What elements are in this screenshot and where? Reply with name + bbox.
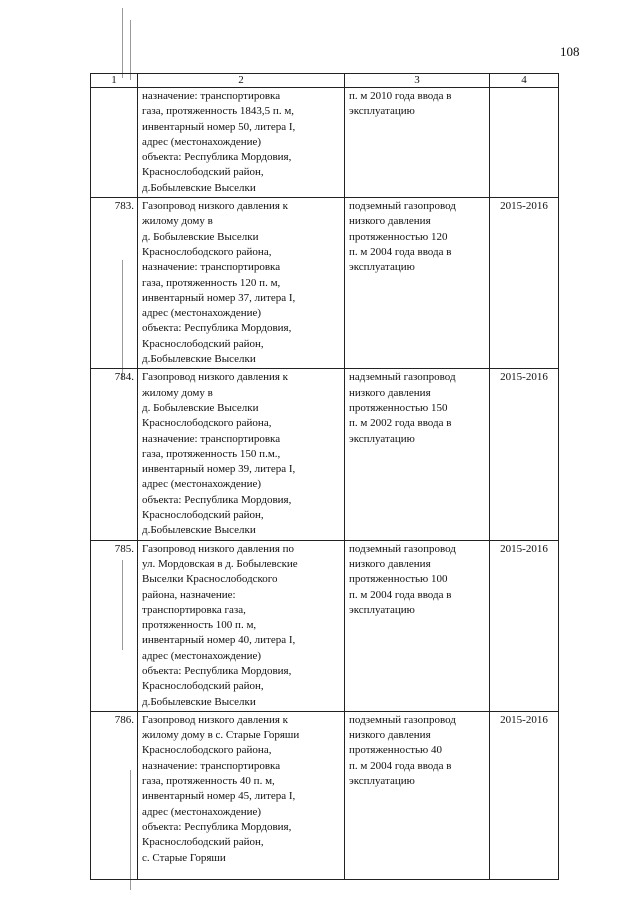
- object-line: д. Бобылевские Выселки: [142, 230, 259, 243]
- object-line: инвентарный номер 50, литера I,: [142, 120, 296, 133]
- table-row: [91, 88, 559, 198]
- object-description-cell: [138, 711, 345, 879]
- pipeline-description-cell: [345, 711, 490, 879]
- row-number: 786.: [91, 711, 138, 879]
- pipeline-description-cell: [345, 88, 490, 198]
- object-line: Краснослободский район,: [142, 166, 264, 179]
- table-row: [91, 369, 559, 540]
- row-number: 784.: [91, 369, 138, 540]
- pipeline-description-cell: [345, 369, 490, 540]
- object-line: с. Старые Горяши: [142, 851, 226, 864]
- object-line: д.Бобылевские Выселки: [142, 353, 256, 366]
- description-line: протяженностью 40: [349, 744, 443, 757]
- document-table: [90, 73, 559, 880]
- object-line: Краснослободский район,: [142, 509, 264, 522]
- description-line: низкого давления: [349, 386, 431, 399]
- description-line: подземный газопровод: [349, 542, 456, 555]
- object-line: ул. Мордовская в д. Бобылевские: [142, 557, 298, 570]
- description-line: эксплуатацию: [349, 603, 415, 616]
- object-line: инвентарный номер 45, литера I,: [142, 790, 296, 803]
- row-number: 785.: [91, 540, 138, 711]
- object-line: адрес (местонахождение): [142, 135, 262, 148]
- column-header: 3: [345, 74, 490, 88]
- object-line: объекта: Республика Мордовия,: [142, 493, 292, 506]
- pipeline-description-cell: [345, 540, 490, 711]
- description-line: п. м 2004 года ввода в: [349, 245, 452, 258]
- description-line: п. м 2004 года ввода в: [349, 588, 452, 601]
- object-line: района, назначение:: [142, 588, 236, 601]
- table-row: [91, 198, 559, 369]
- object-line: д.Бобылевские Выселки: [142, 181, 256, 194]
- description-line: низкого давления: [349, 729, 431, 742]
- object-description-cell: [138, 540, 345, 711]
- description-line: низкого давления: [349, 557, 431, 570]
- object-line: газа, протяженность 150 п.м.,: [142, 447, 281, 460]
- object-line: адрес (местонахождение): [142, 478, 262, 491]
- object-line: Краснослободский район,: [142, 836, 264, 849]
- period-cell: [490, 88, 559, 198]
- period-cell: 2015-2016: [490, 711, 559, 879]
- object-line: Выселки Краснослободского: [142, 573, 278, 586]
- description-line: эксплуатацию: [349, 261, 415, 274]
- object-line: Краснослободского района,: [142, 245, 272, 258]
- description-line: подземный газопровод: [349, 713, 456, 726]
- object-line: адрес (местонахождение): [142, 805, 262, 818]
- object-line: объекта: Республика Мордовия,: [142, 664, 292, 677]
- object-line: газа, протяженность 40 п. м,: [142, 775, 275, 788]
- description-line: п. м 2002 года ввода в: [349, 417, 452, 430]
- object-line: жилому дому в: [142, 386, 213, 399]
- description-line: эксплуатацию: [349, 432, 415, 445]
- object-line: газа, протяженность 120 п. м,: [142, 276, 281, 289]
- object-line: адрес (местонахождение): [142, 307, 262, 320]
- description-line: эксплуатацию: [349, 105, 415, 118]
- description-line: протяженностью 150: [349, 401, 448, 414]
- object-line: д. Бобылевские Выселки: [142, 401, 259, 414]
- description-line: эксплуатацию: [349, 775, 415, 788]
- period-cell: 2015-2016: [490, 198, 559, 369]
- column-header: 4: [490, 74, 559, 88]
- object-description-cell: [138, 198, 345, 369]
- description-line: п. м 2004 года ввода в: [349, 759, 452, 772]
- description-line: протяженностью 120: [349, 230, 448, 243]
- object-line: д.Бобылевские Выселки: [142, 695, 256, 708]
- object-line: инвентарный номер 40, литера I,: [142, 634, 296, 647]
- period-cell: 2015-2016: [490, 540, 559, 711]
- column-header: 2: [138, 74, 345, 88]
- table-header-row: [91, 74, 559, 88]
- object-line: Газопровод низкого давления по: [142, 542, 295, 555]
- object-line: Краснослободского района,: [142, 417, 272, 430]
- description-line: протяженностью 100: [349, 573, 448, 586]
- table-row: [91, 540, 559, 711]
- object-line: объекта: Республика Мордовия,: [142, 322, 292, 335]
- object-line: транспортировка газа,: [142, 603, 246, 616]
- object-line: Краснослободский район,: [142, 680, 264, 693]
- table-row: [91, 711, 559, 879]
- object-line: Газопровод низкого давления к: [142, 713, 289, 726]
- object-line: объекта: Республика Мордовия,: [142, 151, 292, 164]
- object-description-cell: [138, 369, 345, 540]
- object-line: назначение: транспортировка: [142, 759, 281, 772]
- object-line: Краснослободский район,: [142, 337, 264, 350]
- object-line: инвентарный номер 39, литера I,: [142, 463, 296, 476]
- object-line: объекта: Республика Мордовия,: [142, 820, 292, 833]
- object-line: адрес (местонахождение): [142, 649, 262, 662]
- object-line: газа, протяженность 1843,5 п. м,: [142, 105, 295, 118]
- object-line: назначение: транспортировка: [142, 261, 281, 274]
- description-line: п. м 2010 года ввода в: [349, 90, 452, 102]
- object-line: жилому дому в: [142, 215, 213, 228]
- object-line: назначение: транспортировка: [142, 90, 281, 102]
- page-number: 108: [560, 44, 580, 59]
- object-line: д.Бобылевские Выселки: [142, 524, 256, 537]
- description-line: низкого давления: [349, 215, 431, 228]
- object-line: назначение: транспортировка: [142, 432, 281, 445]
- period-cell: 2015-2016: [490, 369, 559, 540]
- pipeline-description-cell: [345, 198, 490, 369]
- description-line: подземный газопровод: [349, 200, 456, 213]
- column-header: 1: [91, 74, 138, 88]
- description-line: надземный газопровод: [349, 371, 456, 384]
- object-line: Газопровод низкого давления к: [142, 200, 289, 213]
- object-line: Газопровод низкого давления к: [142, 371, 289, 384]
- object-line: протяженность 100 п. м,: [142, 619, 257, 632]
- object-description-cell: [138, 88, 345, 198]
- object-line: жилому дому в с. Старые Горяши: [142, 729, 300, 742]
- object-line: Краснослободского района,: [142, 744, 272, 757]
- row-number: 783.: [91, 198, 138, 369]
- object-line: инвентарный номер 37, литера I,: [142, 291, 296, 304]
- row-number: [91, 88, 138, 198]
